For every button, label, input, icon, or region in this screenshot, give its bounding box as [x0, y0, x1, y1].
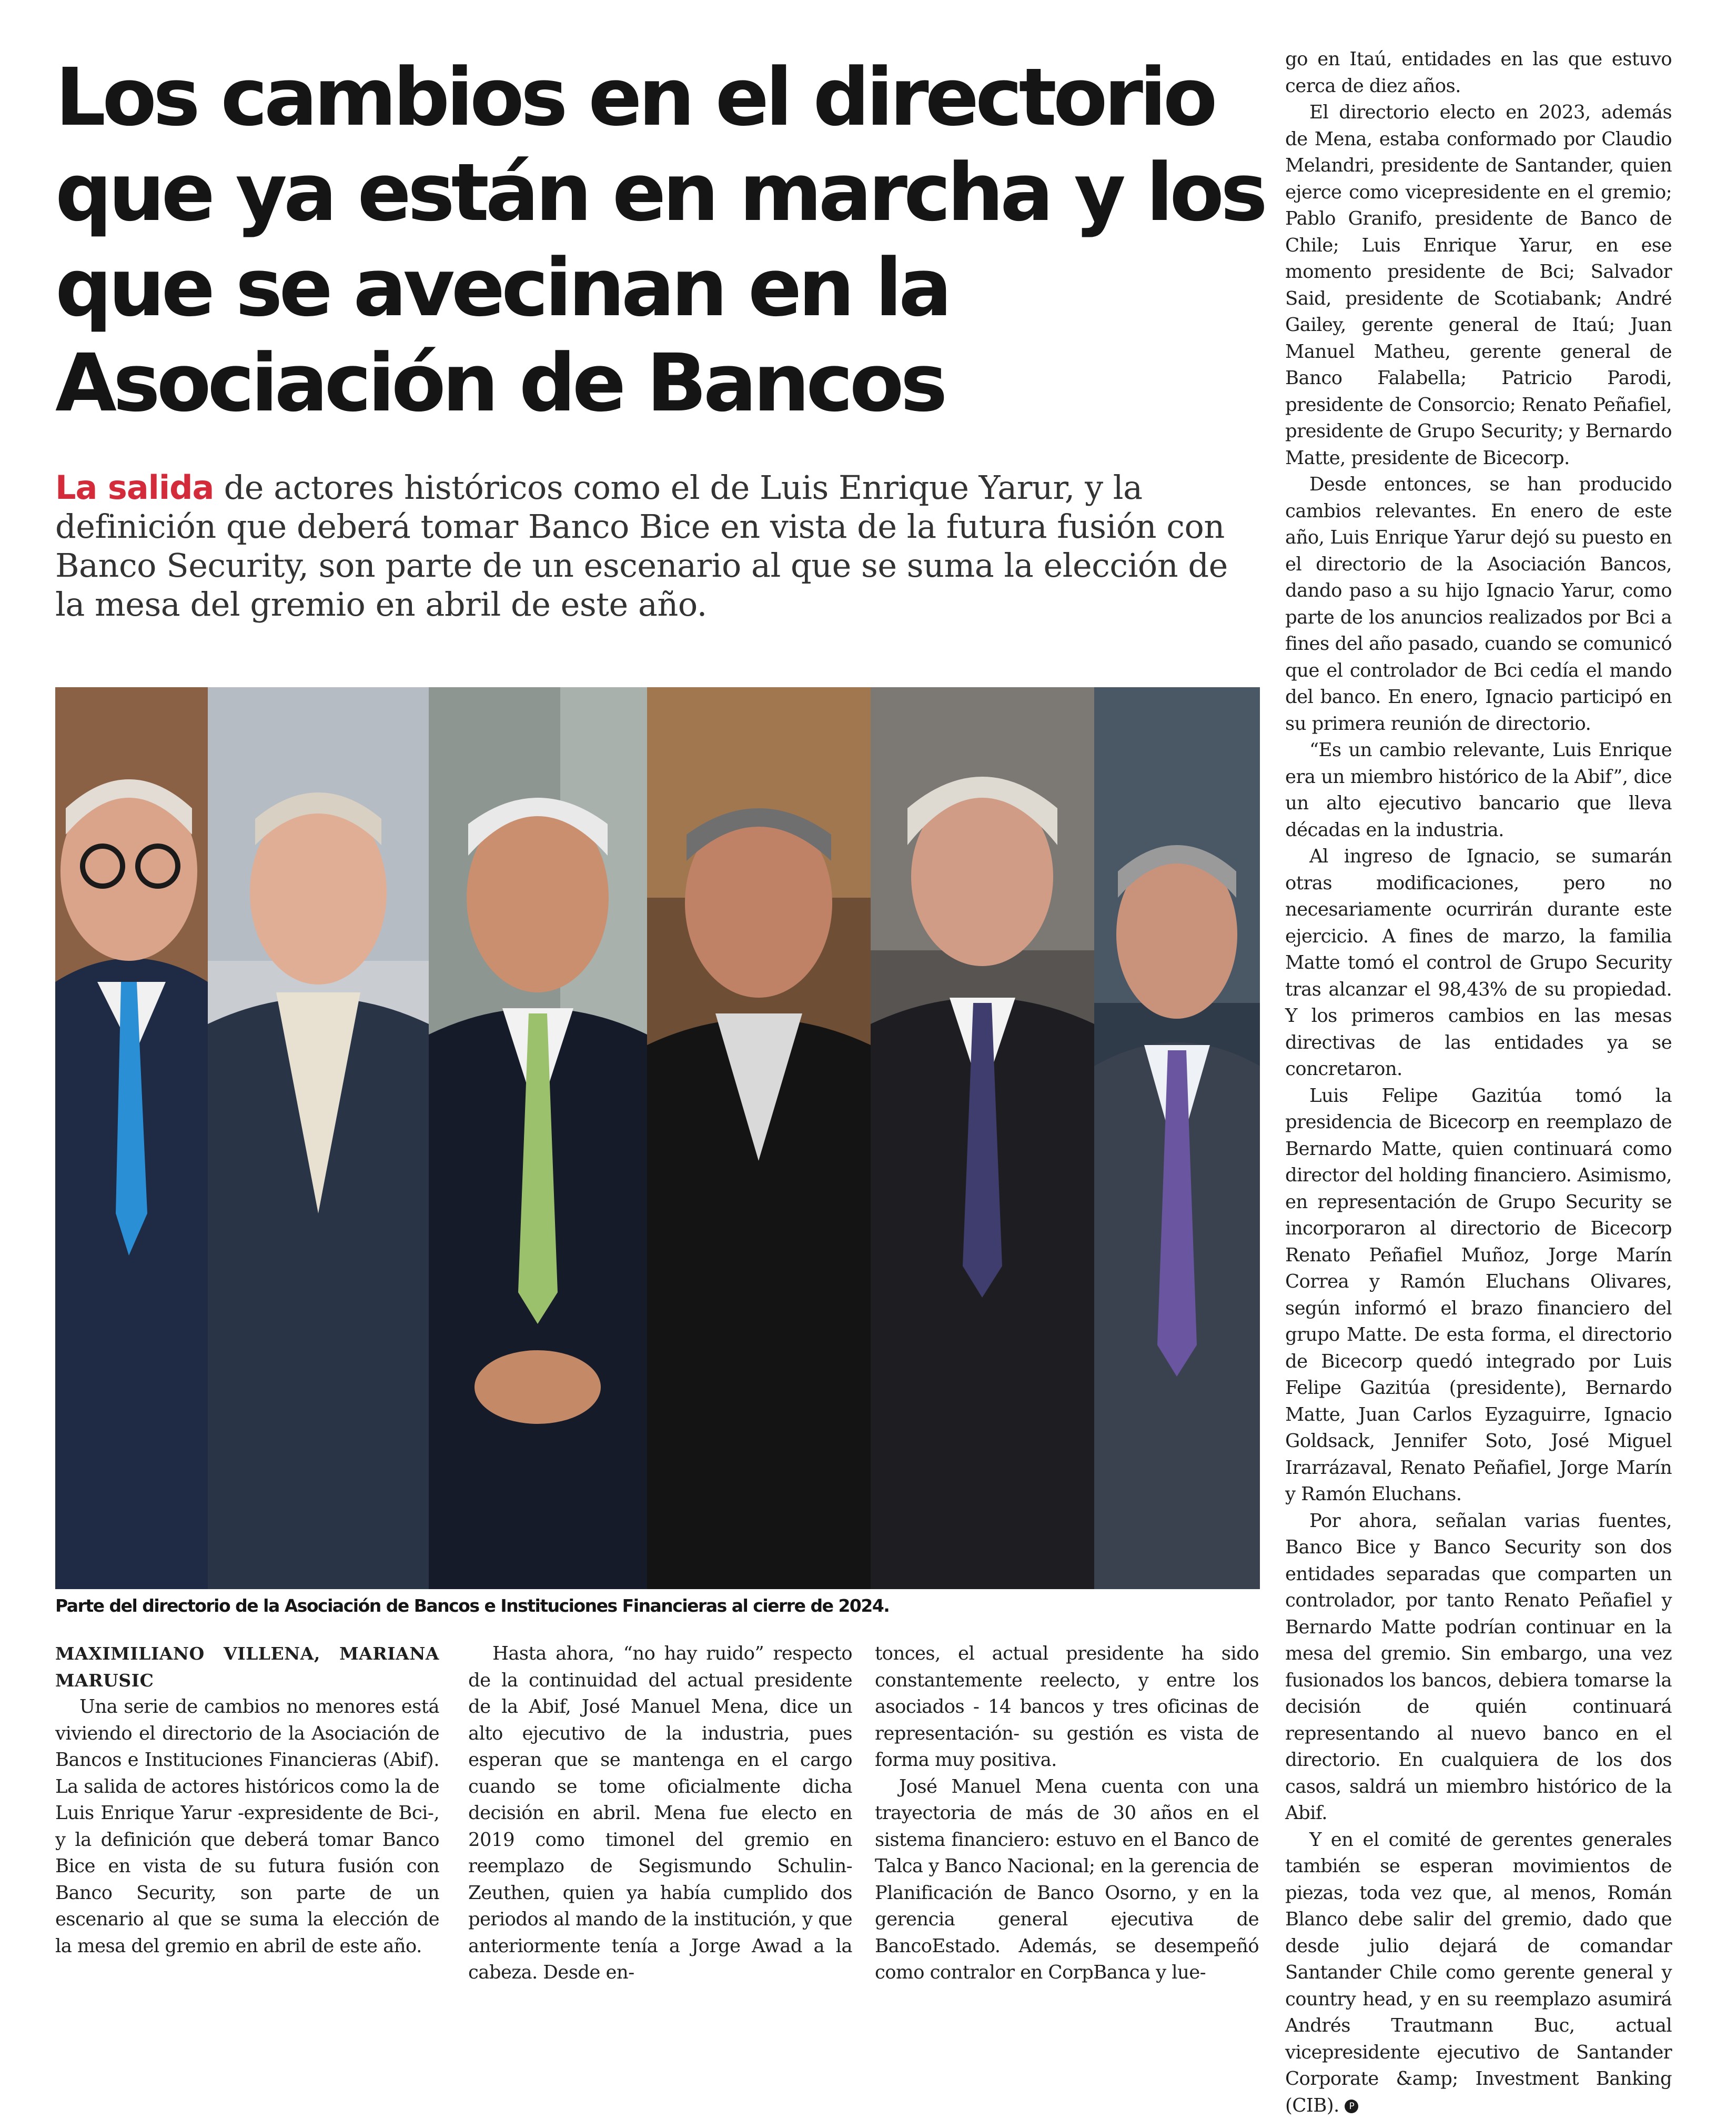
portrait-6 [1094, 687, 1260, 1589]
paragraph: José Manuel Mena cuenta con una trayectoria de más de 30 años en el sistema financiero: estuvo en el Banco de Talca y Banco Nacional; en la gerencia de Planificación de Banco Osorno, y en la gerencia general ejecutiva de BancoEstado. Además, se desempeñó como contralor en CorpBanca y lue- [875, 1774, 1259, 1986]
photo-panel-5 [871, 687, 1094, 1589]
paragraph: Hasta ahora, “no hay ruido” respecto de la continuidad del actual presidente de la Abif, José Manuel Mena, dice un alto ejecutivo de la industria, pues esperan que se mantenga en el cargo cuando se tome oficialmente dicha decisión en abril. Mena fue electo en 2019 como timonel del gremio en reemplazo de Segismundo Schulin-Zeuthen, quien ya había cumplido dos periodos al mando de la institución, y que anteriormente tenía a Jorge Awad a la cabeza. Desde en- [468, 1641, 852, 1986]
paragraph: Una serie de cambios no menores está viviendo el directorio de la Asociación de Bancos e Instituciones Financieras (Abif). La salida de actores históricos como la de Luis Enrique Yarur -expresidente de Bci-, y la definición que deberá tomar Banco Bice en vista de su futura fusión con Banco Security, son parte de un escenario al que se suma la elección de la mesa del gremio en abril de este año. [55, 1694, 439, 1960]
paragraph: tonces, el actual presidente ha sido constantemente reelecto, y entre los asociados - 14 bancos y tres oficinas de representación- su gestión es vista de forma muy positiva. [875, 1641, 1259, 1774]
body-column-2 [468, 1641, 852, 1986]
portrait-4 [647, 687, 871, 1589]
photo-panel-6 [1094, 687, 1260, 1589]
paragraph: “Es un cambio relevante, Luis Enrique era un miembro histórico de la Abif”, dice un alto ejecutivo bancario que lleva décadas en la industria. [1285, 737, 1672, 843]
deck [55, 468, 1249, 624]
portrait-3 [429, 687, 647, 1589]
photo-panel-3 [429, 687, 647, 1589]
portrait-2 [208, 687, 429, 1589]
end-mark-icon: P [1345, 2100, 1358, 2113]
paragraph: Luis Felipe Gazitúa tomó la presidencia de Bicecorp en reemplazo de Bernardo Matte, quien continuará como director del holding financiero. Asimismo, en representación de Grupo Security se incorporaron al directorio de Bicecorp Renato Peñafiel Muñoz, Jorge Marín Correa y Ramón Eluchans Olivares, según informó el brazo financiero del grupo Matte. De esta forma, el directorio de Bicecorp quedó integrado por Luis Felipe Gazitúa (presidente), Bernardo Matte, Juan Carlos Eyzaguirre, Ignacio Goldsack, Jennifer Soto, José Miguel Irarrázaval, Renato Peñafiel, Jorge Marín y Ramón Eluchans. [1285, 1083, 1672, 1508]
group-photo [55, 687, 1260, 1589]
body-column-3 [875, 1641, 1259, 1986]
portrait-5 [871, 687, 1094, 1589]
deck-lead: La salida [55, 468, 214, 507]
last-paragraph [1285, 1827, 1672, 2119]
photo-panel-2 [208, 687, 429, 1589]
deck-text: de actores históricos como el de Luis Enrique Yarur, y la definición que deberá tomar Banco Bice en vista de la futura fusión con Banco Security, son parte de un escenario al que se suma la elección de la mesa del gremio en abril de este año. [55, 468, 1228, 624]
body-column-4 [1285, 46, 1672, 2119]
paragraph: Desde entonces, se han producido cambios relevantes. En enero de este año, Luis Enrique Yarur dejó su puesto en el directorio de la Asociación Bancos, dando paso a su hijo Ignacio Yarur, como parte de los anuncios realizados por Bci a fines del año pasado, cuando se comunicó que el controlador de Bci cedía el mando del banco. En enero, Ignacio participó en su primera reunión de directorio. [1285, 471, 1672, 737]
photo-panel-1 [55, 687, 208, 1589]
paragraph: go en Itaú, entidades en las que estuvo cerca de diez años. [1285, 46, 1672, 99]
paragraph: Al ingreso de Ignacio, se sumarán otras modificaciones, pero no necesariamente ocurrirán durante este ejercicio. A fines de marzo, la familia Matte tomó el control de Grupo Security tras alcanzar el 98,43% de su propiedad. Y los primeros cambios en las mesas directivas de las entidades ya se concretaron. [1285, 843, 1672, 1083]
headline: Los cambios en el directorio que ya están en marcha y los que se avecinan en la Asociación de Bancos [55, 50, 1265, 431]
body-column-1 [55, 1641, 439, 1960]
photo-caption: Parte del directorio de la Asociación de Bancos e Instituciones Financieras al cierre de 2024. [55, 1595, 1265, 1616]
photo-panel-4 [647, 687, 871, 1589]
paragraph-text: Y en el comité de gerentes generales también se esperan movimientos de piezas, toda vez que, al menos, Román Blanco debe salir del gremio, dado que desde julio dejará de comandar Santander Chile como gerente general y country head, y en su reemplazo asumirá Andrés Trautmann Buc, actual vicepresidente ejecutivo de Santander Corporate &amp; Investment Banking (CIB). [1285, 1829, 1672, 2116]
portrait-1 [55, 687, 208, 1589]
byline: MAXIMILIANO VILLENA, MARIANA MARUSIC [55, 1641, 439, 1694]
paragraph: El directorio electo en 2023, además de Mena, estaba conformado por Claudio Melandri, presidente de Santander, quien ejerce como vicepresidente en el gremio; Pablo Granifo, presidente de Banco de Chile; Luis Enrique Yarur, en ese momento presidente de Bci; Salvador Said, presidente de Scotiabank; André Gailey, gerente general de Itaú; Juan Manuel Matheu, gerente general de Banco Falabella; Patricio Parodi, presidente de Consorcio; Renato Peñafiel, presidente de Grupo Security; y Bernardo Matte, presidente de Bicecorp. [1285, 99, 1672, 471]
paragraph: Por ahora, señalan varias fuentes, Banco Bice y Banco Security son dos entidades separadas que comparten un controlador, por tanto Renato Peñafiel y Bernardo Matte podrían continuar en la mesa del gremio. Sin embargo, una vez fusionados los bancos, debiera tomarse la decisión de quién continuará representando al nuevo banco en el directorio. En cualquiera de los dos casos, saldrá un miembro histórico de la Abif. [1285, 1508, 1672, 1827]
